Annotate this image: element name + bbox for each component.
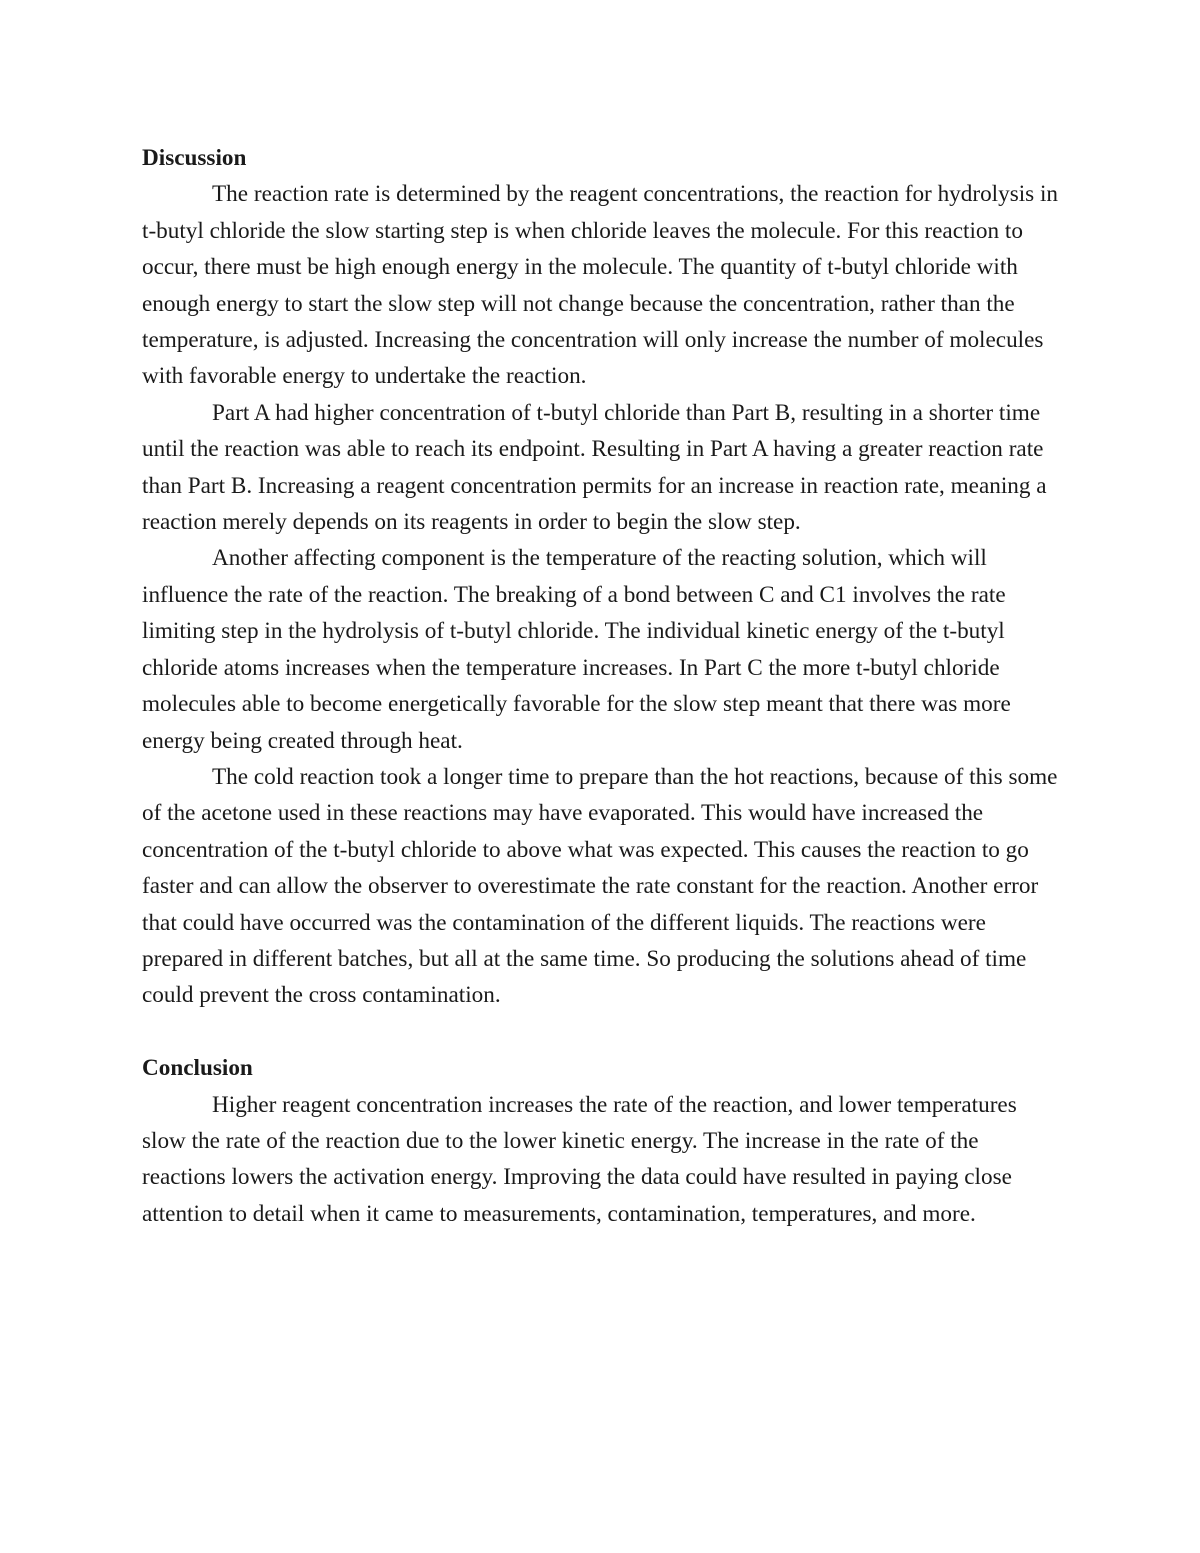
- conclusion-section: [142, 1050, 1060, 1232]
- discussion-section: [142, 140, 1060, 1014]
- section-spacer: [142, 1014, 1060, 1050]
- discussion-paragraph-1: The reaction rate is determined by the reagent concentrations, the reaction for hydrolysis in t-butyl chloride the slow starting step is when chloride leaves the molecule. For this reaction to occur, there must be high enough energy in the molecule. The quantity of t-butyl chloride with enough energy to start the slow step will not change because the concentration, rather than the temperature, is adjusted. Increasing the concentration will only increase the number of molecules with favorable energy to undertake the reaction.: [142, 181, 1059, 390]
- discussion-paragraph-2: Part A had higher concentration of t-butyl chloride than Part B, resulting in a shorter time until the reaction was able to reach its endpoint. Resulting in Part A having a greater reaction rate than Part B. Increasing a reagent concentration permits for an increase in reaction rate, meaning a reaction merely depends on its reagents in order to begin the slow step.: [142, 399, 1047, 536]
- conclusion-paragraph-1: Higher reagent concentration increases the rate of the reaction, and lower temperatures slow the rate of the reaction due to the lower kinetic energy. The increase in the rate of the reactions lowers the activation energy. Improving the data could have resulted in paying close attention to detail when it came to measurements, contamination, temperatures, and more.: [142, 1091, 1017, 1227]
- discussion-paragraph-3: Another affecting component is the temperature of the reacting solution, which will influence the rate of the reaction. The breaking of a bond between C and C1 involves the rate limiting step in the hydrolysis of t-butyl chloride. The individual kinetic energy of the t-butyl chloride atoms increases when the temperature increases. In Part C the more t-butyl chloride molecules able to become energetically favorable for the slow step meant that there was more energy being created through heat.: [142, 545, 1011, 754]
- discussion-paragraph-4: The cold reaction took a longer time to prepare than the hot reactions, because of this some of the acetone used in these reactions may have evaporated. This would have increased the concentration of the t-butyl chloride to above what was expected. This causes the reaction to go faster and can allow the observer to overestimate the rate constant for the reaction. Another error that could have occurred was the contamination of the different liquids. The reactions were prepared in different batches, but all at the same time. So producing the solutions ahead of time could prevent the cross contamination.: [142, 763, 1058, 1009]
- conclusion-heading: Conclusion: [142, 1055, 253, 1082]
- discussion-heading: Discussion: [142, 145, 247, 171]
- document-page: [142, 140, 1060, 1232]
